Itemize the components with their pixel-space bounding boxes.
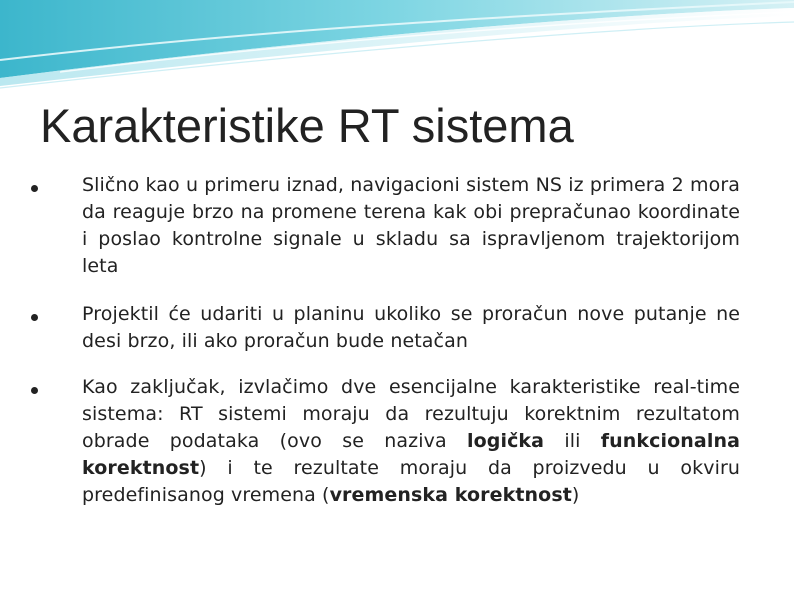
bullet-text-part: ili [544, 430, 601, 452]
bullet-text-part: ) [571, 484, 580, 506]
bullet-text: Projektil će udariti u planinu ukoliko se proračun nove putanje ne desi brzo, ili ako proračun bude netačan [82, 303, 740, 352]
bullet-text [82, 374, 740, 509]
bullet-dot-icon [31, 314, 38, 321]
bold-term-vremenska-korektnost: vremenska korektnost [329, 484, 572, 506]
bold-term-logicka: logička [466, 430, 545, 452]
bullet-text: Slično kao u primeru iznad, navigacioni sistem NS iz primera 2 mora da reaguje brzo na promene terena kak obi prepračunao koordinate i poslao kontrolne signale u skladu sa ispravljenom trajektorijom leta [82, 174, 740, 277]
bold-term-funkcionalna-korektnost: funkcionalna korektnost [82, 430, 740, 479]
slide-title: Karakteristike RT sistema [40, 99, 574, 152]
bullet-dot-icon [31, 387, 38, 394]
bullet-dot-icon [31, 185, 38, 192]
bullet-text-part: Kao zaključak, izvlačimo dve esencijalne karakteristike real-time sistema: RT sistemi moraju da rezultuju korektnim rezultatom obrade podataka (ovo se naziva [82, 376, 740, 452]
bullet-text-part: ) i te rezultate moraju da proizvedu u okviru predefinisanog vremena ( [82, 457, 740, 506]
header-wave-decoration [0, 0, 794, 95]
